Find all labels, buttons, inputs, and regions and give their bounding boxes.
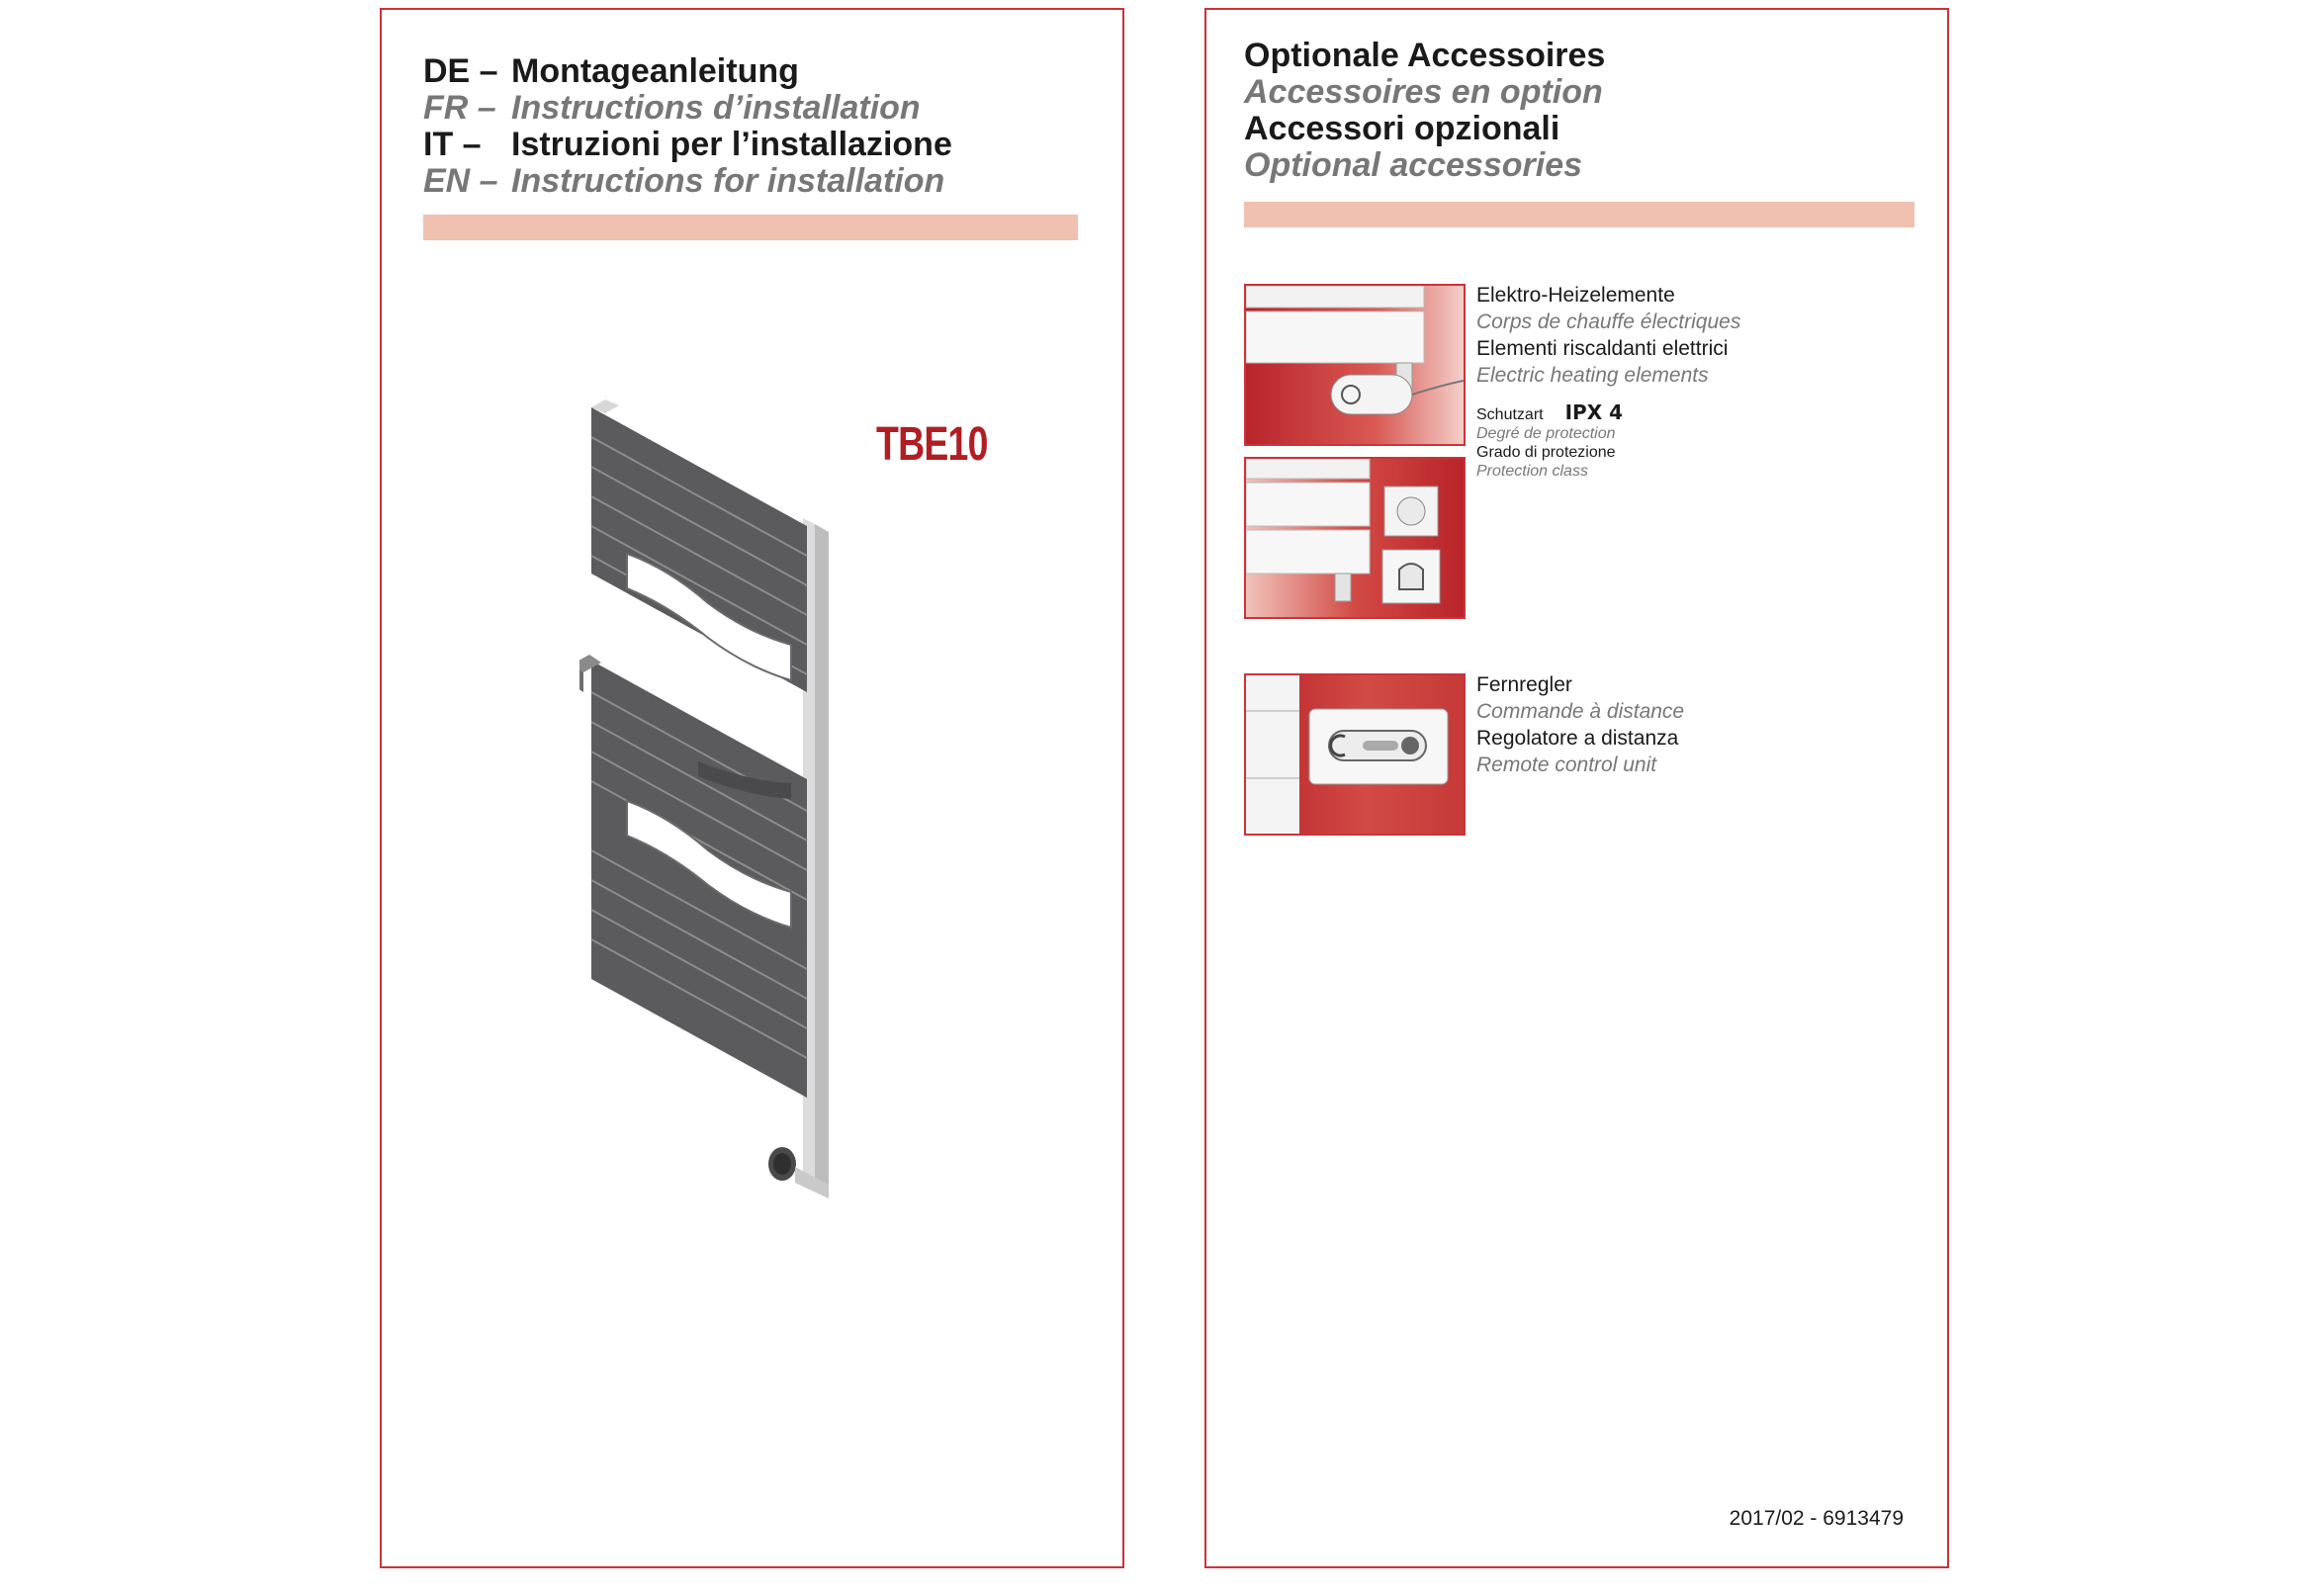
accent-bar <box>423 215 1078 240</box>
radiator-column <box>815 524 829 1198</box>
lang-row-de <box>423 53 952 90</box>
heating-knob <box>773 1153 791 1175</box>
document-code: 2017/02 - 6913479 <box>1729 1507 1904 1530</box>
acc-line-de: Elektro-Heizelemente <box>1476 284 1675 307</box>
towel-radiator-image <box>579 386 837 1206</box>
accessories-title-list <box>1244 38 1605 184</box>
protection-label-de-row <box>1476 400 1623 424</box>
title-de: Optionale Accessoires <box>1244 37 1606 74</box>
accent-bar <box>1244 202 1914 227</box>
protection-value: IPX 4 <box>1564 400 1623 424</box>
lang-code: IT – <box>423 126 482 163</box>
title-it: Accessori opzionali <box>1244 110 1560 147</box>
acc-line-en: Electric heating elements <box>1476 364 1709 387</box>
lang-title: Istruzioni per l’installazione <box>511 126 952 163</box>
lang-title: Montageanleitung <box>511 52 799 90</box>
acc-line-fr: Corps de chauffe électriques <box>1476 310 1741 333</box>
remote-control-image <box>1244 673 1466 836</box>
left-page <box>380 8 1124 1568</box>
protection-label-de: Schutzart <box>1476 406 1544 423</box>
heating-element-thermostat-image <box>1244 457 1466 619</box>
acc-line-fr: Commande à distance <box>1476 700 1685 723</box>
acc-line-it: Elementi riscaldanti elettrici <box>1476 337 1729 360</box>
protection-label-fr: Degré de protection <box>1476 425 1616 442</box>
heating-element-image <box>1244 284 1466 446</box>
lang-row-en <box>423 163 952 200</box>
lang-title: Instructions d’installation <box>511 89 921 127</box>
acc-line-de: Fernregler <box>1476 673 1572 696</box>
heating-element-text <box>1476 282 1740 389</box>
right-page <box>1204 8 1949 1568</box>
protection-label-en: Protection class <box>1476 463 1588 480</box>
acc-line-it: Regolatore a distanza <box>1476 727 1679 750</box>
title-fr: Accessoires en option <box>1244 73 1603 111</box>
lang-code: EN – <box>423 162 498 200</box>
lang-row-it <box>423 127 952 163</box>
protection-class-block <box>1476 400 1623 481</box>
lang-title: Instructions for installation <box>511 162 945 200</box>
protection-label-it: Grado di protezione <box>1476 444 1616 461</box>
acc-line-en: Remote control unit <box>1476 754 1657 776</box>
language-title-list <box>423 53 952 200</box>
model-label: TBE10 <box>876 418 988 471</box>
lang-code: DE – <box>423 52 498 90</box>
lang-code: FR – <box>423 89 496 127</box>
title-en: Optional accessories <box>1244 146 1583 184</box>
lang-row-fr <box>423 90 952 127</box>
remote-control-text <box>1476 671 1684 778</box>
